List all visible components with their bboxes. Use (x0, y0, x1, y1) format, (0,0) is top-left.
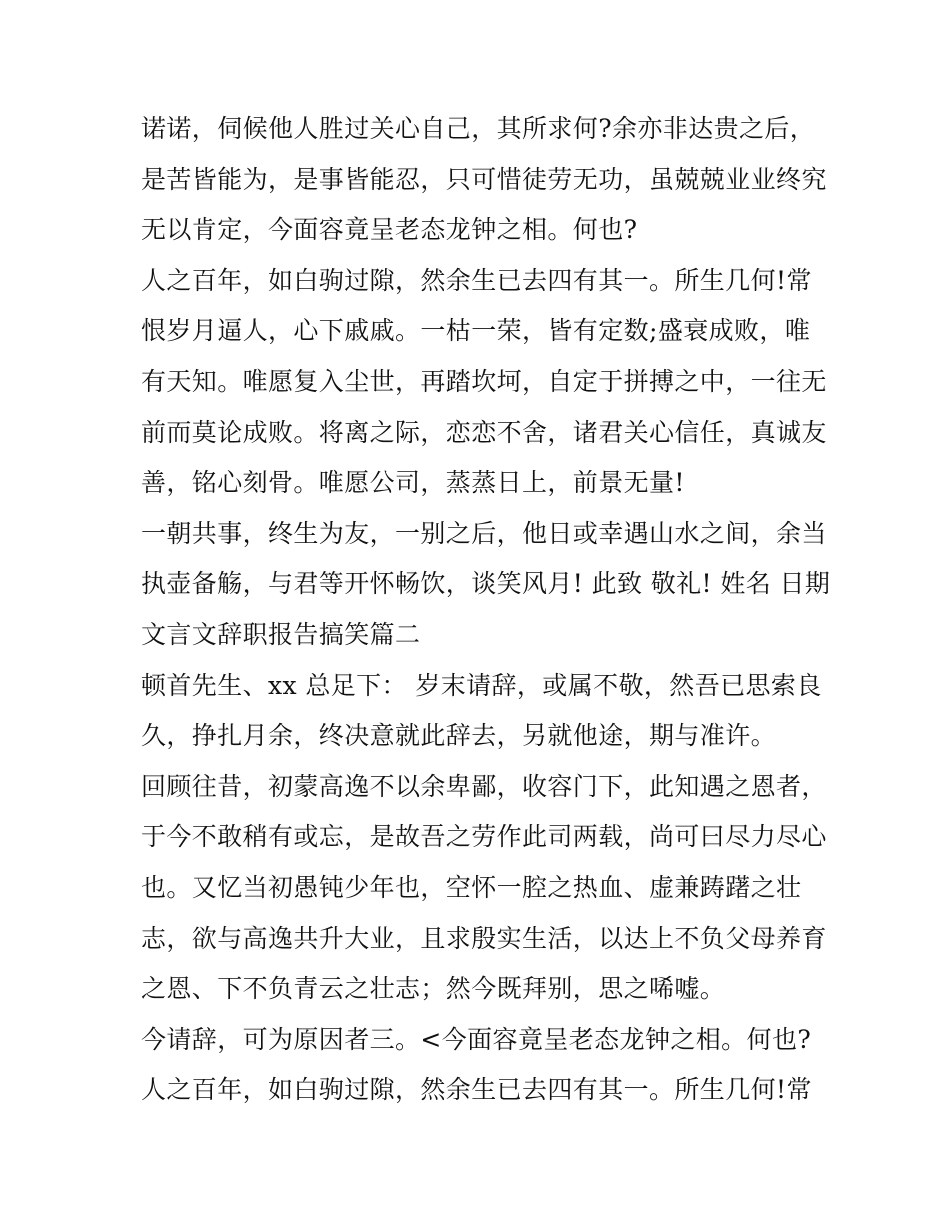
text-line: 无以肯定，今面容竟呈老态龙钟之相。何也? (141, 215, 638, 245)
text-line: 今请辞，可为原因者三。<今面容竟呈老态龙钟之相。何也? (141, 1024, 812, 1054)
section-heading: 文言文辞职报告搞笑篇二 (141, 619, 421, 649)
text-line: 人之百年，如白驹过隙，然余生已去四有其一。所生几何!常 (141, 265, 812, 295)
text-line: 志，欲与高逸共升大业，且求殷实生活，以达上不负父母养育 (141, 923, 827, 953)
text-line: 是苦皆能为，是事皆能忍，只可惜徒劳无功，虽兢兢业业终究 (141, 164, 827, 194)
text-line: 执壶备觞，与君等开怀畅饮，谈笑风月! 此致 敬礼! 姓名 日期 (141, 569, 831, 599)
text-line: 善，铭心刻骨。唯愿公司，蒸蒸日上，前景无量! (141, 468, 685, 498)
text-line: 诺诺，伺候他人胜过关心自己，其所求何?余亦非达贵之后， (141, 114, 816, 143)
text-line: 人之百年，如白驹过隙，然余生已去四有其一。所生几何!常 (141, 1075, 812, 1105)
text-line: 恨岁月逼人，心下戚戚。一枯一荣，皆有定数;盛衰成败，唯 (141, 316, 811, 346)
text-line: 也。又忆当初愚钝少年也，空怀一腔之热血、虚兼踌躇之壮 (141, 872, 802, 902)
text-line: 于今不敢稍有或忘，是故吾之劳作此司两载，尚可曰尽力尽心 (141, 822, 827, 852)
text-line: 回顾往昔，初蒙高逸不以余卑鄙，收容门下，此知遇之恩者， (141, 771, 827, 801)
text-line: 有天知。唯愿复入尘世，再踏坎坷，自定于拼搏之中，一往无 (141, 366, 827, 396)
text-line: 一朝共事，终生为友，一别之后，他日或幸遇山水之间，余当 (141, 518, 827, 548)
text-line: 顿首先生、xx 总足下： 岁末请辞，或属不敬，然吾已思索良 (141, 670, 822, 700)
text-line: 之恩、下不负青云之壮志；然今既拜别，思之唏嘘。 (141, 974, 726, 1004)
document-body (141, 104, 831, 1116)
text-line: 久，挣扎月余，终决意就此辞去，另就他途，期与准许。 (141, 721, 777, 751)
text-line: 前而莫论成败。将离之际，恋恋不舍，诸君关心信任，真诚友 (141, 417, 827, 447)
